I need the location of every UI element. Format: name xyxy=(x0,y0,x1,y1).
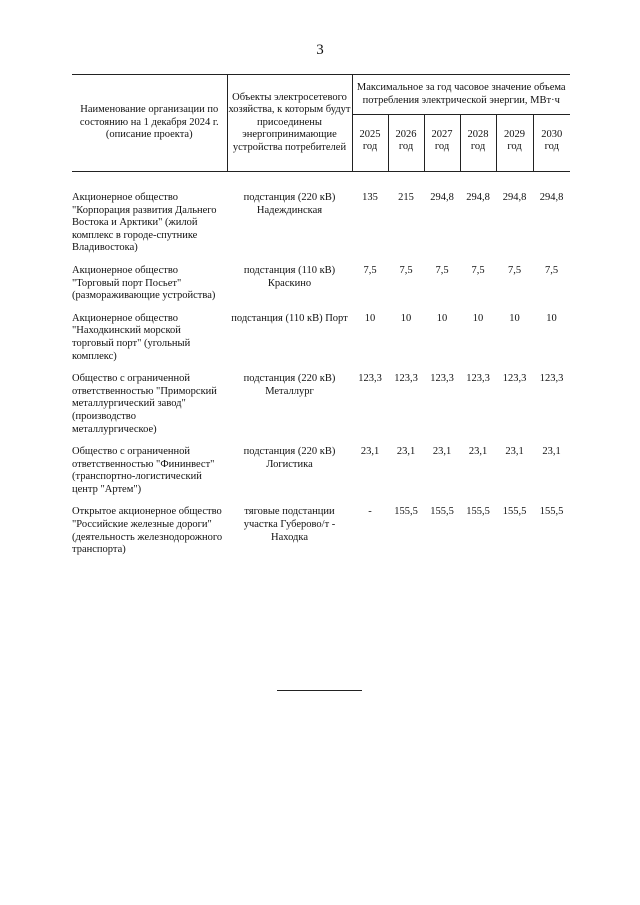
consumption-value-cell: 155,5 xyxy=(466,506,490,518)
organization-cell: Акционерное общество "Корпорация развития Дальнего Востока и Арктики" (жилой комплекс в городе-спутнике Владивостока) xyxy=(72,192,217,254)
consumption-value-cell: 294,8 xyxy=(502,192,527,203)
organization-cell: Акционерное общество "Находкинский морской торговый порт" (угольный комплекс) xyxy=(72,312,191,362)
grid-object-cell: подстанция (220 кВ) Надеждинская xyxy=(243,192,336,216)
consumption-value-cell: 10 xyxy=(509,312,520,324)
consumption-value-cell: 23,1 xyxy=(360,446,380,458)
consumption-table xyxy=(72,74,570,557)
organization-cell: Общество с ограниченной ответственностью "Фининвест" (транспортно-логистический центр "Артем") xyxy=(72,446,215,495)
header-year: 2025 год xyxy=(352,115,388,172)
consumption-value-cell: 10 xyxy=(546,312,557,324)
consumption-value-cell: 10 xyxy=(364,312,376,324)
consumption-value-cell: 7,5 xyxy=(544,264,559,276)
consumption-value-cell: 23,1 xyxy=(505,446,524,458)
consumption-value-cell: 23,1 xyxy=(432,446,452,458)
consumption-value-cell: 7,5 xyxy=(435,264,449,276)
table-row xyxy=(72,363,570,436)
consumption-value-cell: 7,5 xyxy=(363,264,377,276)
consumption-value-cell: - xyxy=(368,506,372,518)
consumption-value-cell: 155,5 xyxy=(430,506,454,518)
consumption-value-cell: 7,5 xyxy=(507,264,522,276)
consumption-value-cell: 23,1 xyxy=(542,446,561,458)
consumption-value-cell: 215 xyxy=(398,192,414,203)
consumption-value-cell: 23,1 xyxy=(396,446,416,458)
grid-object-cell: подстанция (110 кВ) Краскино xyxy=(243,264,336,289)
consumption-value-cell: 123,3 xyxy=(358,373,382,385)
consumption-value-cell: 123,3 xyxy=(430,373,454,385)
consumption-value-cell: 294,8 xyxy=(466,192,490,203)
grid-object-cell: подстанция (110 кВ) Порт xyxy=(231,312,348,324)
header-year: 2028 год xyxy=(460,115,496,172)
grid-object-cell: подстанция (220 кВ) Логистика xyxy=(243,446,336,470)
header-year: 2030 год xyxy=(533,115,570,172)
organization-cell: Акционерное общество "Торговый порт Посьет" (размораживающие устройства) xyxy=(72,264,216,302)
grid-object-cell: подстанция (220 кВ) Металлург xyxy=(243,373,336,397)
consumption-value-cell: 7,5 xyxy=(399,264,413,276)
consumption-value-cell: 123,3 xyxy=(539,373,564,385)
consumption-value-cell: 123,3 xyxy=(466,373,490,385)
consumption-value-cell: 10 xyxy=(400,312,412,324)
consumption-value-cell: 123,3 xyxy=(502,373,527,385)
consumption-value-cell: 10 xyxy=(472,312,484,324)
consumption-value-cell: 294,8 xyxy=(539,192,564,203)
table-row xyxy=(72,172,570,255)
consumption-value-cell: 135 xyxy=(362,192,378,203)
table-header xyxy=(72,75,570,172)
end-rule xyxy=(277,690,362,691)
organization-cell: Общество с ограниченной ответственностью "Приморский металлургический завод" (производство металлургическое) xyxy=(72,373,217,435)
consumption-value-cell: 155,5 xyxy=(539,506,564,518)
grid-object-cell: тяговые подстанции участка Губерово/т - Находка xyxy=(243,506,336,543)
header-year: 2027 год xyxy=(424,115,460,172)
table-row xyxy=(72,496,570,556)
consumption-value-cell: 155,5 xyxy=(502,506,527,518)
consumption-value-cell: 294,8 xyxy=(430,192,454,203)
header-max-consumption: Максимальное за год часовое значение объема потребления электрической энергии, МВт·ч xyxy=(352,75,570,115)
consumption-value-cell: 23,1 xyxy=(468,446,488,458)
table-body xyxy=(72,172,570,557)
header-organization: Наименование организации по состоянию на 1 декабря 2024 г. (описание проекта) xyxy=(72,75,227,172)
consumption-value-cell: 155,5 xyxy=(394,506,418,518)
table-row xyxy=(72,303,570,363)
page-number: 3 xyxy=(316,42,324,58)
consumption-value-cell: 7,5 xyxy=(471,264,485,276)
organization-cell: Открытое акционерное общество "Российские железные дороги" (деятельность железнодорожного транспорта) xyxy=(72,506,223,556)
header-grid-objects: Объекты электросетевого хозяйства, к которым будут присоединены энергопринимающие устройства потребителей xyxy=(227,75,352,172)
table-row xyxy=(72,436,570,496)
header-year: 2026 год xyxy=(388,115,424,172)
consumption-value-cell: 10 xyxy=(436,312,448,324)
table-row xyxy=(72,255,570,303)
header-year: 2029 год xyxy=(496,115,533,172)
consumption-value-cell: 123,3 xyxy=(394,373,418,385)
